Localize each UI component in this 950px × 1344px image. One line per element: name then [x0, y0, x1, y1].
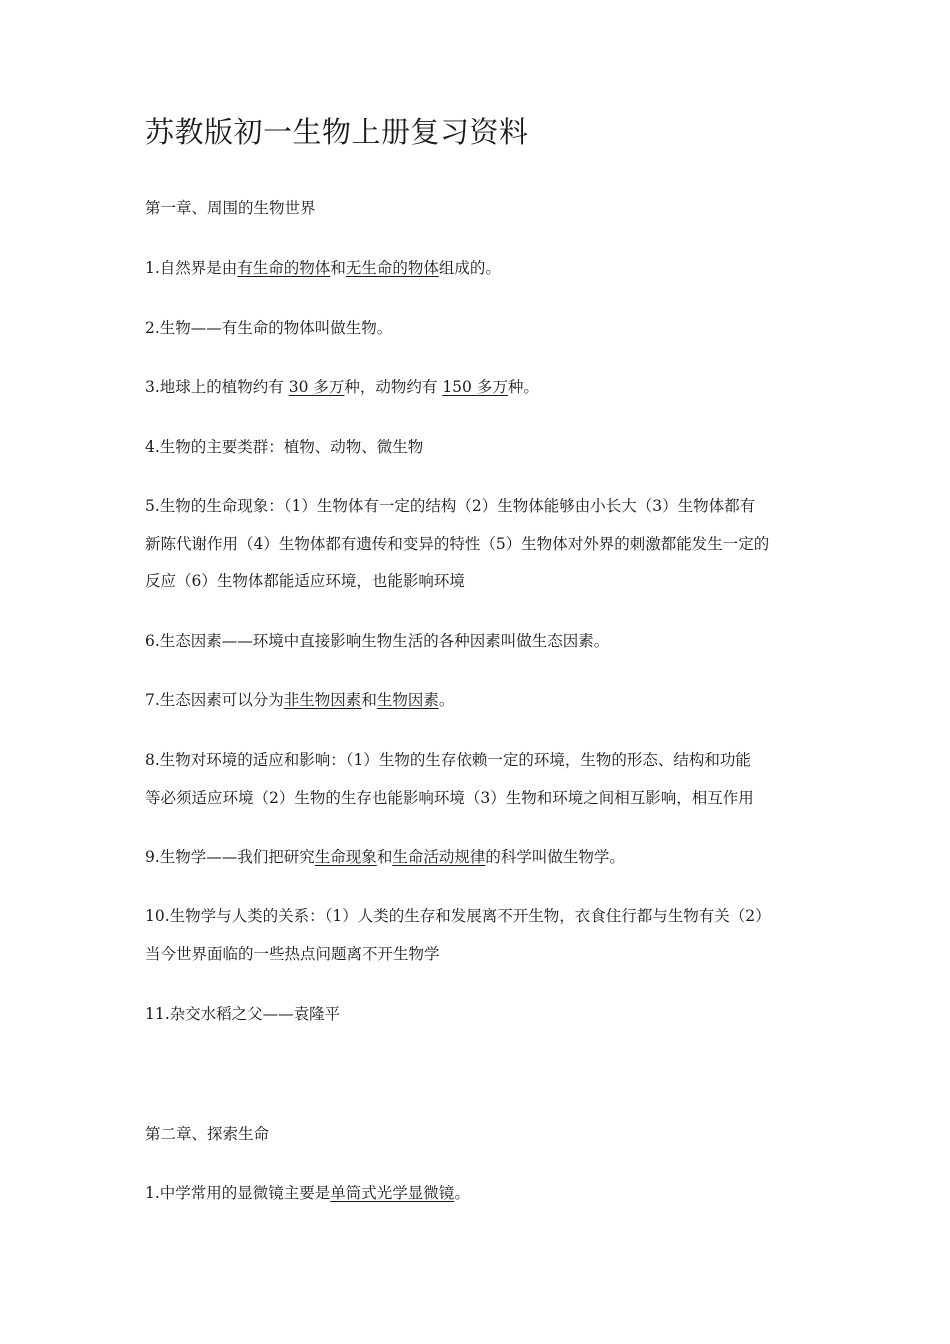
text-line [145, 847, 625, 867]
text-line [145, 496, 755, 516]
text-line [145, 437, 423, 457]
underlined-term: 生命现象 [314, 848, 377, 866]
text-segment: 9.生物学——我们把研究 [145, 848, 315, 866]
underlined-term: 生物因素 [376, 691, 439, 709]
text-line [145, 198, 316, 218]
document-title: 苏教版初一生物上册复习资料 [145, 115, 529, 149]
text-segment: 和 [330, 259, 346, 277]
text-segment: 1.自然界是由 [145, 259, 238, 277]
text-line [145, 906, 771, 926]
text-line [145, 1124, 269, 1144]
underlined-term: 生命活动规律 [392, 848, 486, 866]
text-segment: 10.生物学与人类的关系：（1）人类的生存和发展离不开生物，衣食住行都与生物有关（2） [145, 907, 771, 925]
underlined-term: 有生命的物体 [237, 259, 331, 277]
text-segment: 11.杂交水稻之父——袁隆平 [145, 1005, 341, 1023]
text-line [145, 318, 392, 338]
text-segment: 1.中学常用的显微镜主要是 [145, 1184, 331, 1202]
text-segment: 组成的。 [438, 259, 501, 277]
text-segment: 第二章、探索生命 [145, 1125, 270, 1143]
text-segment: 反应（6）生物体都能适应环境，也能影响环境 [145, 572, 465, 590]
underlined-term: 150 多万 [442, 378, 508, 396]
text-segment: 。 [454, 1184, 470, 1202]
text-line [145, 258, 501, 278]
text-segment: 7.生态因素可以分为 [145, 691, 284, 709]
text-segment: 等必须适应环境（2）生物的生存也能影响环境（3）生物和环境之间相互影响，相互作用 [145, 789, 754, 807]
text-line [145, 788, 754, 808]
underlined-term: 单筒式光学显微镜 [330, 1184, 455, 1202]
text-line [145, 631, 609, 651]
underlined-term: 无生命的物体 [345, 259, 439, 277]
text-segment: 第一章、周围的生物世界 [145, 199, 316, 217]
text-segment: 5.生物的生命现象：（1）生物体有一定的结构（2）生物体能够由小长大（3）生物体都有 [145, 497, 756, 515]
text-segment: 。 [438, 691, 455, 709]
text-line [145, 690, 454, 710]
text-segment: 的科学叫做生物学。 [485, 848, 625, 866]
underlined-term: 30 多万 [288, 378, 345, 396]
text-line [145, 1183, 470, 1203]
text-segment: 和 [361, 691, 377, 709]
text-segment: 3.地球上的植物约有 [145, 378, 289, 396]
text-line [145, 750, 751, 770]
text-segment: 4.生物的主要类群：植物、动物、微生物 [145, 438, 424, 456]
text-line [145, 377, 539, 397]
underlined-term: 非生物因素 [283, 691, 362, 709]
text-segment: 当今世界面临的一些热点问题离不开生物学 [145, 945, 440, 963]
text-segment: 8.生物对环境的适应和影响：（1）生物的生存依赖一定的环境，生物的形态、结构和功能 [145, 751, 751, 769]
text-segment: 种。 [507, 378, 539, 396]
text-segment: 2.生物——有生命的物体叫做生物。 [145, 319, 393, 337]
text-segment: 6.生态因素——环境中直接影响生物生活的各种因素叫做生态因素。 [145, 632, 610, 650]
text-segment: 和 [376, 848, 393, 866]
text-segment: 新陈代谢作用（4）生物体都有遗传和变异的特性（5）生物体对外界的刺激都能发生一定的 [145, 535, 770, 553]
text-line [145, 1004, 340, 1024]
text-line [145, 534, 769, 554]
text-segment: 种，动物约有 [344, 378, 443, 396]
text-line [145, 944, 440, 964]
text-line [145, 571, 465, 591]
